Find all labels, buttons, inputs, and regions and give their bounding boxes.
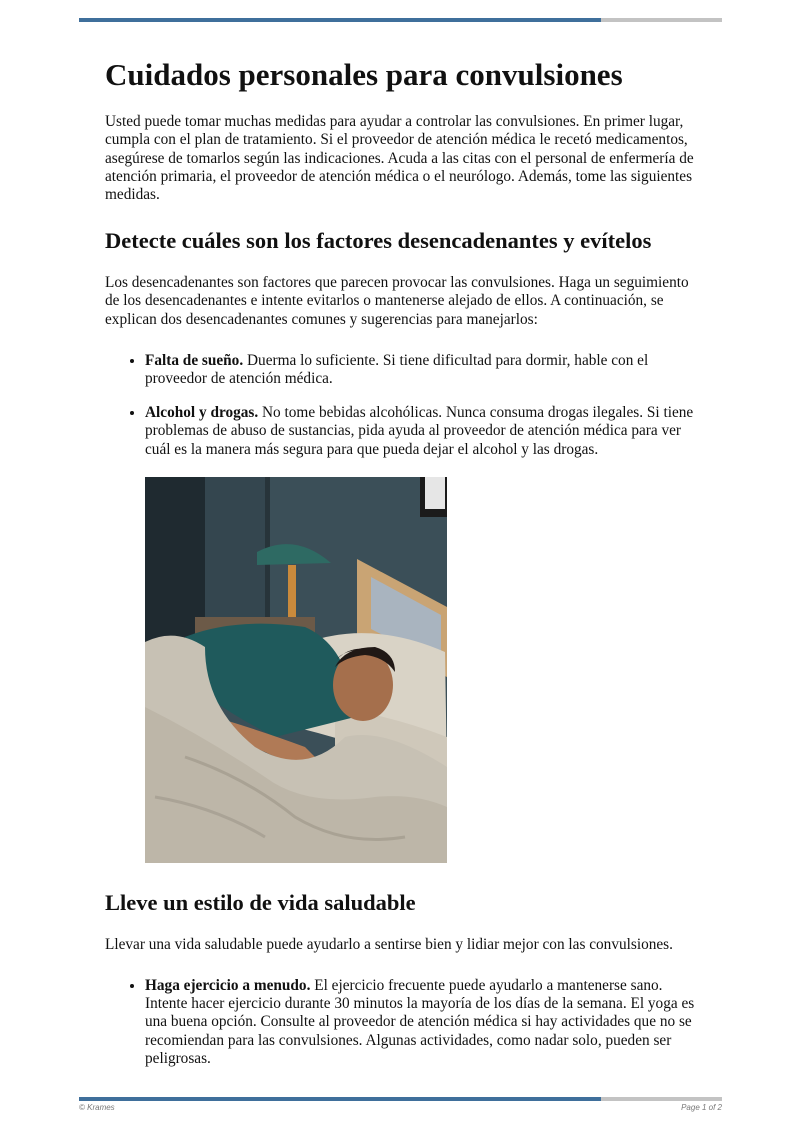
list-item-lead: Falta de sueño. [145,351,244,369]
list-item-text: No tome bebidas alcohólicas. Nunca consuma drogas ilegales. Si tiene problemas de abuso de sustancias, pida ayuda al proveedor de atención médica para ver cuál es la manera más segura para que pueda dejar el alcohol y las drogas. [145,404,694,458]
header-rule [79,18,722,22]
intro-paragraph: Usted puede tomar muchas medidas para ayudar a controlar las convulsiones. En primer lugar, cumpla con el plan de tratamiento. Si el proveedor de atención médica le recetó medicamentos, asegúrese de tomarlos según las indicaciones. Acuda a las citas con el personal de enfermería de atención primaria, el proveedor de atención médica o el neurólogo. Además, tome las siguientes medidas. [105,113,694,203]
list-item-text: Duerma lo suficiente. Si tiene dificultad para dormir, hable con el proveedor de atención médica. [145,351,649,388]
list-item [145,404,705,459]
list-item [145,977,705,1068]
section-heading-triggers: Detecte cuáles son los factores desencadenantes y evítelos [105,228,652,254]
copyright-text: © Krames [79,1103,115,1112]
section-text-triggers: Los desencadenantes son factores que parecen provocar las convulsiones. Haga un seguimiento de los desencadenantes e intente evitarlos o mantenerse alejado de ellos. A continuación, se explican dos desencadenantes comunes y sugerencias para manejarlos: [105,274,689,328]
triggers-list [105,352,705,459]
sleeping-man-photo [145,477,447,863]
page-title: Cuidados personales para convulsiones [105,57,623,92]
page-number: Page 1 of 2 [681,1103,722,1112]
footer-rule-blue [79,1097,601,1101]
list-item-lead: Alcohol y drogas. [145,404,259,422]
footer-rule [79,1097,722,1101]
header-rule-gray [601,18,722,22]
section-text-lifestyle: Llevar una vida saludable puede ayudarlo a sentirse bien y lidiar mejor con las convulsiones. [105,935,673,953]
section-heading-lifestyle: Lleve un estilo de vida saludable [105,889,416,915]
footer-rule-gray [601,1097,722,1101]
list-item-lead: Haga ejercicio a menudo. [145,977,311,995]
document-body [105,56,705,1086]
list-item-text: El ejercicio frecuente puede ayudarlo a mantenerse sano. Intente hacer ejercicio durante 30 minutos la mayoría de los días de la semana. El yoga es una buena opción. Consulte al proveedor de atención médica si hay actividades que no se recomiendan para las convulsiones. Algunas actividades, como nadar solo, pueden ser peligrosas. [145,977,695,1067]
list-item [145,352,705,388]
header-rule-blue [79,18,601,22]
lifestyle-list [105,977,705,1068]
